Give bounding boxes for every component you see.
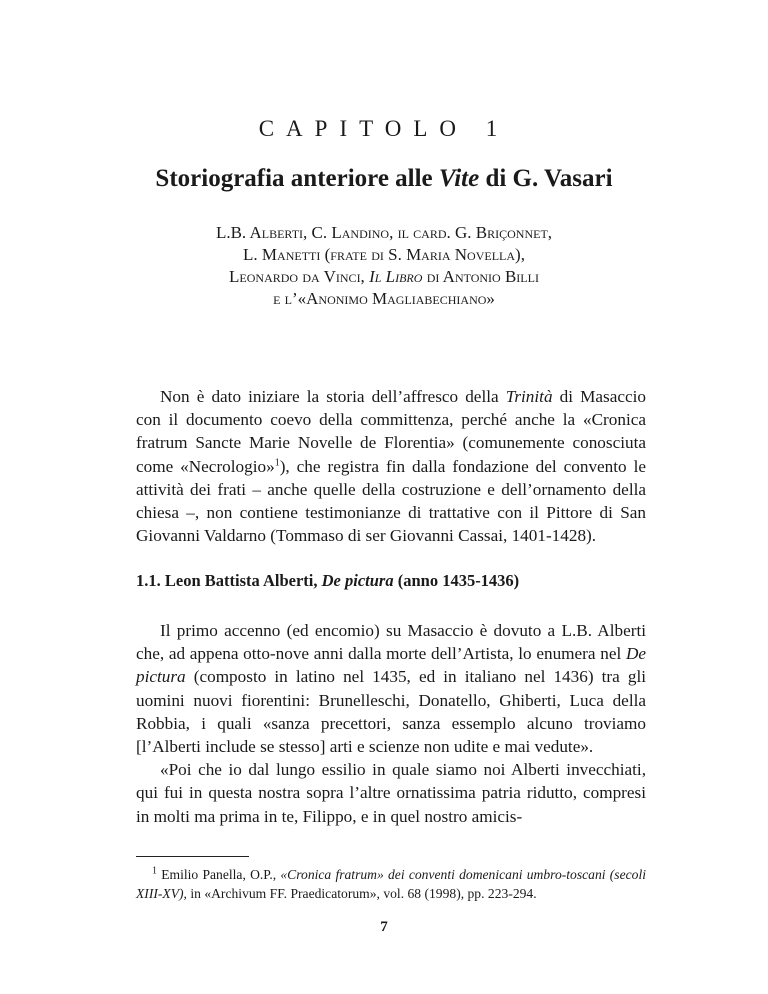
chapter-title: [0, 165, 768, 193]
footnote: [136, 866, 646, 903]
chapter-title-italic: Vite: [438, 165, 480, 192]
page-number: 7: [380, 919, 388, 935]
intro-text-1: Non è dato iniziare la storia dell’affresco della: [160, 387, 506, 406]
intro-text-3: ), che registra fin dalla fondazione del convento le attività dei frati – anche quelle della costruzione e dell’ornamento della chiesa –, non contiene testimonianze di trattative con il Pittore di San Giovanni Valdarno (Tommaso di ser Giovanni Cassai, 1401-1428).: [136, 456, 646, 546]
footnote-text-2: , in «Archivum FF. Praedicatorum», vol. 68 (1998), pp. 223-294.: [183, 885, 537, 901]
subtitle-line-1: L.B. Alberti, C. Landino, il card. G. Briçonnet,: [215, 223, 553, 242]
chapter-label: CAPITOLO 1: [258, 116, 510, 141]
section-p1-text-2: (composto in latino nel 1435, ed in italiano nel 1436) tra gli uomini nuovi fiorentini: Brunelleschi, Donatello, Ghiberti, Luca della Robbia, i quali «sanza precettori, sanza essemplo alcuno troviamo [l’Alberti include se stesso] arti e scienze non udite e mai vedute».: [136, 667, 646, 757]
chapter-title-text: Storiografia anteriore alle: [155, 165, 439, 192]
section-heading-text-end: (anno 1435-1436): [393, 571, 520, 590]
section-heading: [136, 571, 656, 591]
section-p1-text-1: Il primo accenno (ed encomio) su Masaccio è dovuto a L.B. Alberti che, ad appena otto-nove anni dalla morte dell’Artista, lo enumera nel: [136, 621, 646, 664]
footnote-text-1: Emilio Panella, O.P.,: [157, 867, 281, 882]
footnote-italic: «Cronica fratrum» dei conventi domenicani umbro-toscani (secoli XIII-XV): [136, 867, 646, 901]
section-p1-italic: De pictura: [136, 644, 646, 687]
subtitle-line-4: e l’«Anonimo Magliabechiano»: [273, 289, 495, 308]
chapter-subtitle: [0, 222, 768, 310]
subtitle-line-3: [0, 266, 768, 288]
intro-text-2: di Masaccio con il documento coevo della committenza, perché anche la «Cronica fratrum Sancte Marie Novelle de Florentia» (comunemente conosciuta come «Necrologio»: [136, 387, 646, 476]
subtitle-line-2: L. Manetti (frate di S. Maria Novella),: [243, 245, 525, 264]
chapter-title-text-end: di G. Vasari: [479, 165, 613, 192]
footnote-number: 1: [152, 865, 157, 877]
section-paragraph-1: [136, 619, 646, 758]
section-heading-italic: De pictura: [321, 571, 394, 590]
intro-paragraph: [136, 385, 646, 547]
subtitle-line-3-start: Leonardo da Vinci,: [229, 267, 370, 286]
footnote-divider: [136, 856, 249, 857]
section-body: [136, 619, 646, 828]
subtitle-line-3-end: di Antonio Billi: [422, 267, 539, 286]
footnote-reference[interactable]: 1: [274, 456, 280, 468]
section-heading-text: 1.1. Leon Battista Alberti,: [136, 571, 322, 590]
intro-italic-1: Trinità: [505, 387, 553, 406]
section-paragraph-2: «Poi che io dal lungo essilio in quale siamo noi Alberti invecchiati, qui fui in questa nostra sopra l’altre ornatissima patria ridutto, compresi in molti ma prima in te, Filippo, e in quel nostro amicis-: [136, 760, 646, 826]
subtitle-line-3-italic: Il Libro: [369, 267, 423, 286]
